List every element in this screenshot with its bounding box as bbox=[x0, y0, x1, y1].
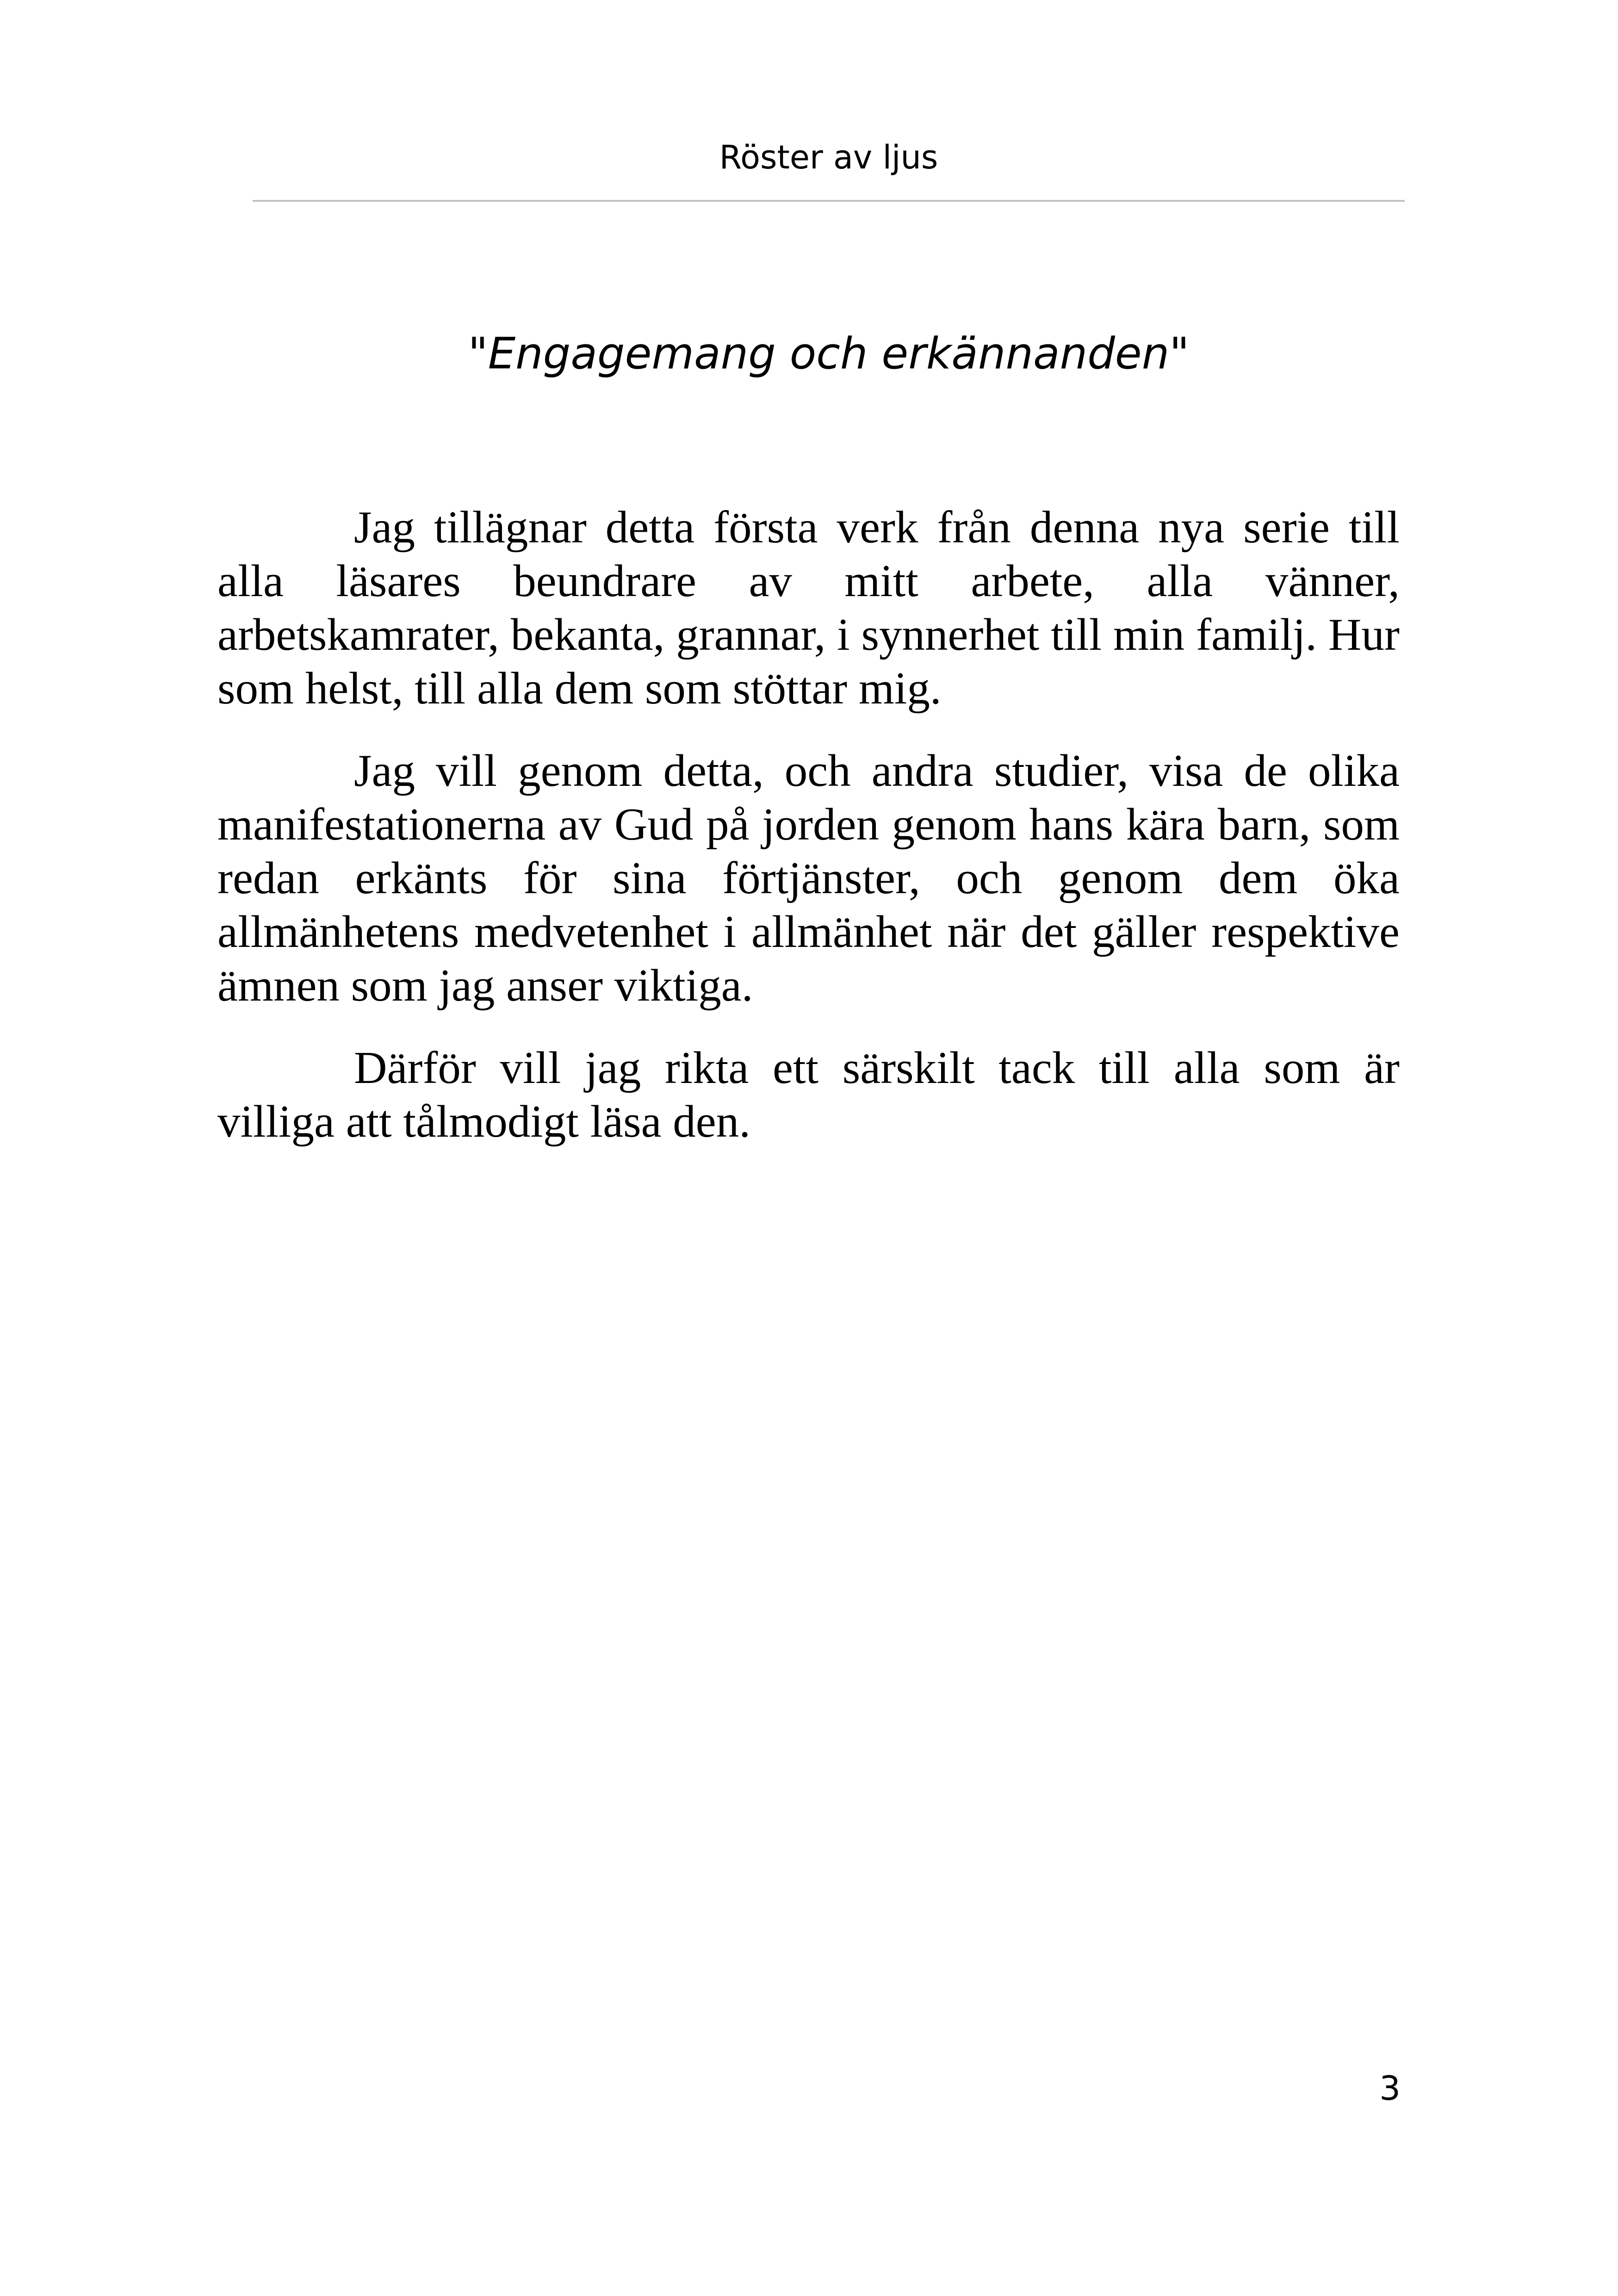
chapter-title-close-quote: " bbox=[1169, 329, 1190, 379]
chapter-title-text: Engagemang och erkännanden bbox=[488, 329, 1170, 379]
header-divider bbox=[253, 200, 1405, 202]
page-number: 3 bbox=[1379, 2069, 1401, 2108]
chapter-title bbox=[253, 324, 1405, 384]
running-header: Röster av ljus bbox=[719, 138, 938, 176]
chapter-title-open-quote: " bbox=[468, 329, 488, 379]
paragraph-3: Därför vill jag rikta ett särskilt tack till alla som är villiga att tålmodigt läsa den. bbox=[217, 1043, 1400, 1147]
paragraph-2: Jag vill genom detta, och andra studier, visa de olika manifestationerna av Gud på jorden genom hans kära barn, som redan erkänts för sina förtjänster, och genom dem öka allmänhetens medvetenhet i allmänhet när det gäller respektive ämnen som jag anser viktiga. bbox=[217, 746, 1400, 1011]
body-text bbox=[217, 501, 1400, 1177]
paragraph-1: Jag tillägnar detta första verk från denna nya serie till alla läsares beundrare av mitt arbete, alla vänner, arbetskamrater, bekanta, grannar, i synnerhet till min familj. Hur som helst, till alla dem som stöttar mig. bbox=[217, 502, 1400, 714]
